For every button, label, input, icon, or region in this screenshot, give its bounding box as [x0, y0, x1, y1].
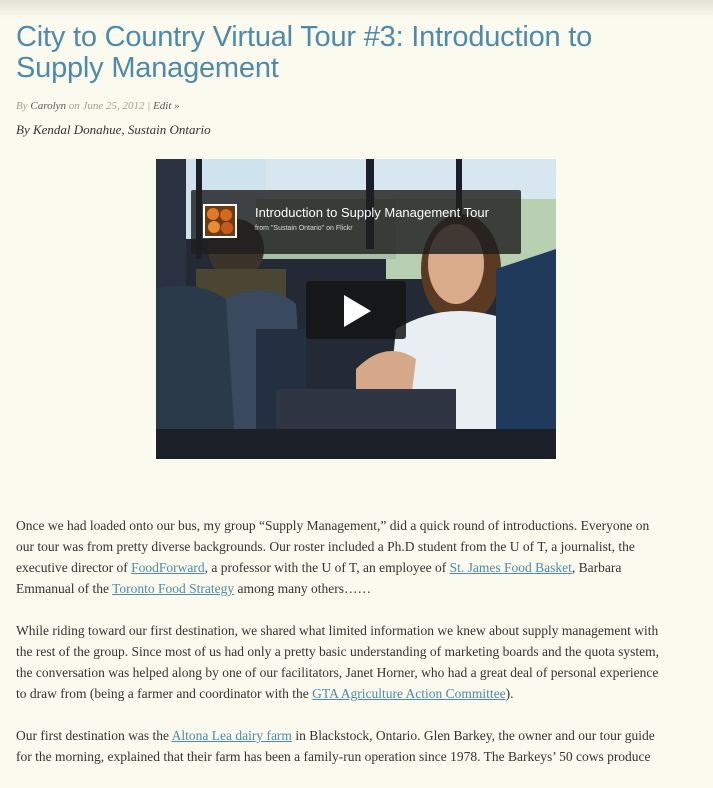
- link-altona-lea-dairy-farm[interactable]: Altona Lea dairy farm: [171, 728, 292, 743]
- meta-by: By: [16, 100, 28, 112]
- video-info-overlay: [191, 190, 521, 254]
- video-player[interactable]: [156, 159, 556, 459]
- p2-line-1: While riding toward our first destination, we shared what limited information we knew about supply management with: [16, 623, 659, 638]
- edit-link[interactable]: Edit »: [153, 100, 180, 112]
- p2-line-4a: to draw from (being a farmer and coordinator with the: [16, 686, 313, 701]
- p2-line-3: the conversation was helped along by one of our facilitators, Janet Horner, who had a great deal of personal experience: [16, 665, 659, 680]
- link-foodforward[interactable]: FoodForward: [131, 560, 205, 575]
- post-meta: [16, 99, 696, 113]
- link-gta-agriculture-action-committee[interactable]: GTA Agriculture Action Committee: [312, 686, 506, 701]
- video-channel-thumbnail: [203, 204, 237, 238]
- post-byline: By Kendal Donahue, Sustain Ontario: [16, 122, 211, 137]
- meta-separator: |: [147, 100, 151, 112]
- p2-line-4b: ).: [505, 686, 514, 701]
- p2-line-2: the rest of the group. Since most of us had only a pretty basic understanding of marketing boards and the quota system,: [16, 644, 659, 659]
- post-author[interactable]: Carolyn: [30, 100, 67, 112]
- post-title-line-2[interactable]: Supply Management: [16, 52, 279, 84]
- paragraph-3: [16, 725, 706, 767]
- link-st-james-food-basket[interactable]: St. James Food Basket: [449, 560, 572, 575]
- video-source[interactable]: from "Sustain Ontario" on Flickr: [255, 225, 353, 232]
- p1-line-3b: , a professor with the U of T, an employee of: [204, 560, 450, 575]
- p3-line-1b: in Blackstock, Ontario. Glen Barkey, the owner and our tour guide: [291, 728, 655, 743]
- p1-line-1: Once we had loaded onto our bus, my group “Supply Management,” did a quick round of introductions. Everyone on: [16, 518, 650, 533]
- p3-line-1a: Our first destination was the: [16, 728, 172, 743]
- paragraph-1: [16, 515, 706, 599]
- p3-line-2: for the morning, explained that their farm has been a family-run operation since 1978. The Barkeys’ 50 cows produce: [16, 749, 651, 764]
- top-shadow: [0, 0, 713, 18]
- post-date: June 25, 2012: [82, 100, 145, 112]
- post-title-line-1[interactable]: City to Country Virtual Tour #3: Introduction to: [16, 21, 593, 53]
- play-button[interactable]: [306, 281, 406, 339]
- post-title[interactable]: [16, 22, 696, 84]
- blog-post: [16, 21, 696, 232]
- p1-line-3a: executive director of: [16, 560, 132, 575]
- paragraph-2: [16, 620, 706, 704]
- post-body: [16, 515, 706, 788]
- p1-line-4a: Emmanual of the: [16, 581, 113, 596]
- p1-line-4b: among many others……: [234, 581, 372, 596]
- p1-line-2: our tour was from pretty diverse backgrounds. Our roster included a Ph.D student from the U of T, a journalist, the: [16, 539, 635, 554]
- meta-on: on: [68, 100, 80, 112]
- video-title[interactable]: Introduction to Supply Management Tour: [255, 205, 489, 220]
- play-icon: [342, 294, 372, 328]
- link-toronto-food-strategy[interactable]: Toronto Food Strategy: [112, 581, 235, 596]
- p1-line-3c: , Barbara: [571, 560, 622, 575]
